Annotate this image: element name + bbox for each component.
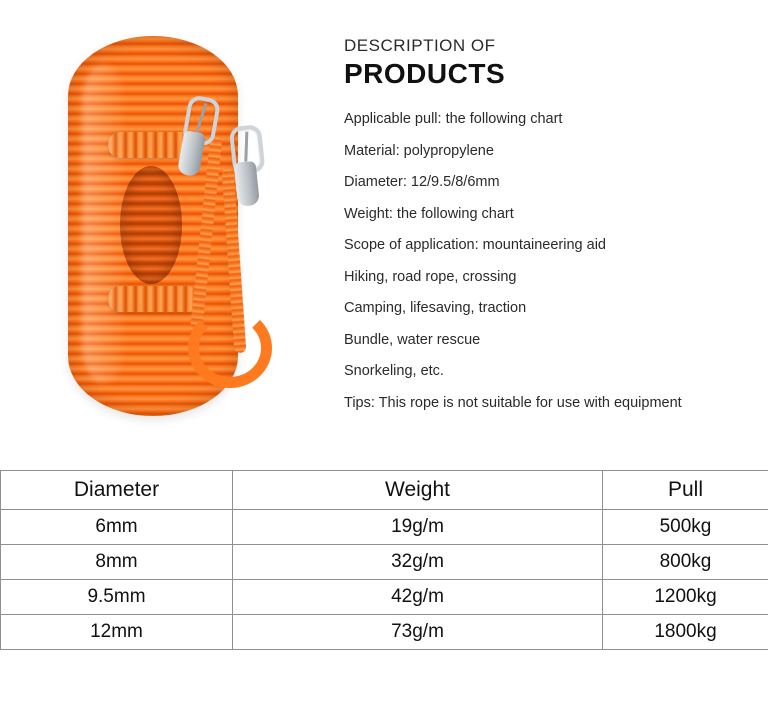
page-title: PRODUCTS (344, 58, 506, 89)
carabiner-sleeve (233, 161, 259, 207)
product-image (30, 18, 320, 448)
carabiner-icon-right (227, 125, 262, 192)
table-header-row (1, 471, 768, 510)
description-kicker: DESCRIPTION OF (344, 36, 496, 55)
description-block (344, 36, 756, 419)
rope-coil-highlight (82, 64, 126, 384)
rope-coil-center-hole (120, 166, 182, 284)
rope-loop (188, 308, 272, 388)
table-row (1, 545, 768, 580)
table-header-pull: Pull (603, 471, 768, 510)
description-line: Bundle, water rescue (344, 331, 481, 348)
description-line: Diameter: 12/9.5/8/6mm (344, 174, 500, 190)
table-row (1, 580, 768, 615)
cell-diameter: 12mm (1, 615, 233, 650)
description-line: Tips: This rope is not suitable for use with equipment (344, 394, 682, 411)
cell-weight: 32g/m (233, 545, 603, 580)
description-line: Hiking, road rope, crossing (344, 268, 517, 285)
cell-pull: 1200kg (603, 580, 768, 615)
table-row (1, 615, 768, 650)
cell-weight: 73g/m (233, 615, 603, 650)
description-line: Scope of application: mountaineering aid (344, 237, 606, 253)
table-header-diameter: Diameter (1, 471, 233, 510)
description-line: Applicable pull: the following chart (344, 111, 563, 127)
description-line: Material: polypropylene (344, 142, 494, 159)
cell-diameter: 9.5mm (1, 580, 233, 615)
cell-pull: 800kg (603, 545, 768, 580)
cell-pull: 1800kg (603, 615, 768, 650)
table-header-weight: Weight (233, 471, 603, 510)
description-line: Camping, lifesaving, traction (344, 300, 527, 316)
cell-diameter: 8mm (1, 545, 233, 580)
cell-pull: 500kg (603, 510, 768, 545)
description-line: Snorkeling, etc. (344, 363, 444, 379)
description-line: Weight: the following chart (344, 205, 514, 222)
spec-table (0, 470, 768, 650)
cell-weight: 19g/m (233, 510, 603, 545)
cell-weight: 42g/m (233, 580, 603, 615)
cell-diameter: 6mm (1, 510, 233, 545)
table-row (1, 510, 768, 545)
